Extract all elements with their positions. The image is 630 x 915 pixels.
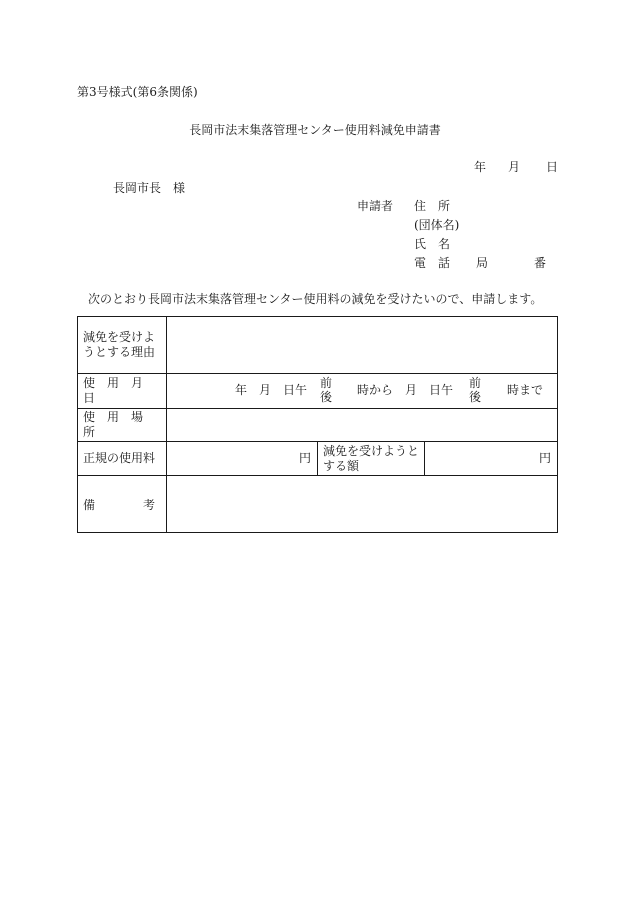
time-until: 時まで [507,383,544,397]
remarks-row [78,476,558,533]
usage-date-field[interactable] [167,374,558,409]
end-pm: 後 [469,390,482,404]
start-year: 年 [235,383,248,397]
start-pm: 後 [320,390,333,404]
form-number: 第3号様式(第6条関係) [77,85,198,99]
application-statement: 次のとおり長岡市法末集落管理センター使用料の減免を受けたいので、申請します。 [88,292,543,306]
phone-number-suffix: 番 [534,256,547,270]
name-label: 氏 名 [414,237,451,251]
fee-row [78,442,558,476]
remarks-label: 備 考 [78,476,167,533]
start-month: 月 [259,383,272,397]
regular-fee-label: 正規の使用料 [78,442,167,476]
regular-fee-field[interactable] [167,442,318,476]
date-year: 年 [474,160,487,174]
time-from: 時から [357,383,394,397]
date-day: 日 [546,160,559,174]
document-title: 長岡市法末集落管理センター使用料減免申請書 [189,123,441,137]
reduction-amount-field[interactable] [425,442,558,476]
usage-place-field[interactable] [167,409,558,442]
usage-date-label: 使 用 月 日 [78,374,167,409]
end-am: 前 [469,376,482,390]
usage-place-label: 使 用 場 所 [78,409,167,442]
start-ampm [320,376,332,404]
application-form-table [77,316,558,533]
organization-label: (団体名) [414,218,460,232]
phone-exchange: 局 [476,256,489,270]
phone-label: 電 話 [414,256,451,270]
date-month: 月 [508,160,521,174]
usage-date-row [78,374,558,409]
addressee: 長岡市長 様 [113,181,186,195]
remarks-field[interactable] [167,476,558,533]
reason-row [78,317,558,374]
reduction-yen: 円 [539,451,552,465]
start-am: 前 [320,376,333,390]
usage-place-row [78,409,558,442]
end-day-noon: 日午 [429,383,454,397]
address-label: 住 所 [414,199,451,213]
end-ampm [469,376,481,404]
applicant-label: 申請者 [357,199,394,213]
regular-fee-yen: 円 [298,451,311,465]
reduction-amount-label: 減免を受けようとする額 [318,442,425,476]
reason-label: 減免を受けようとする理由 [78,317,167,374]
reason-field[interactable] [167,317,558,374]
start-day-noon: 日午 [283,383,308,397]
end-month: 月 [405,383,418,397]
